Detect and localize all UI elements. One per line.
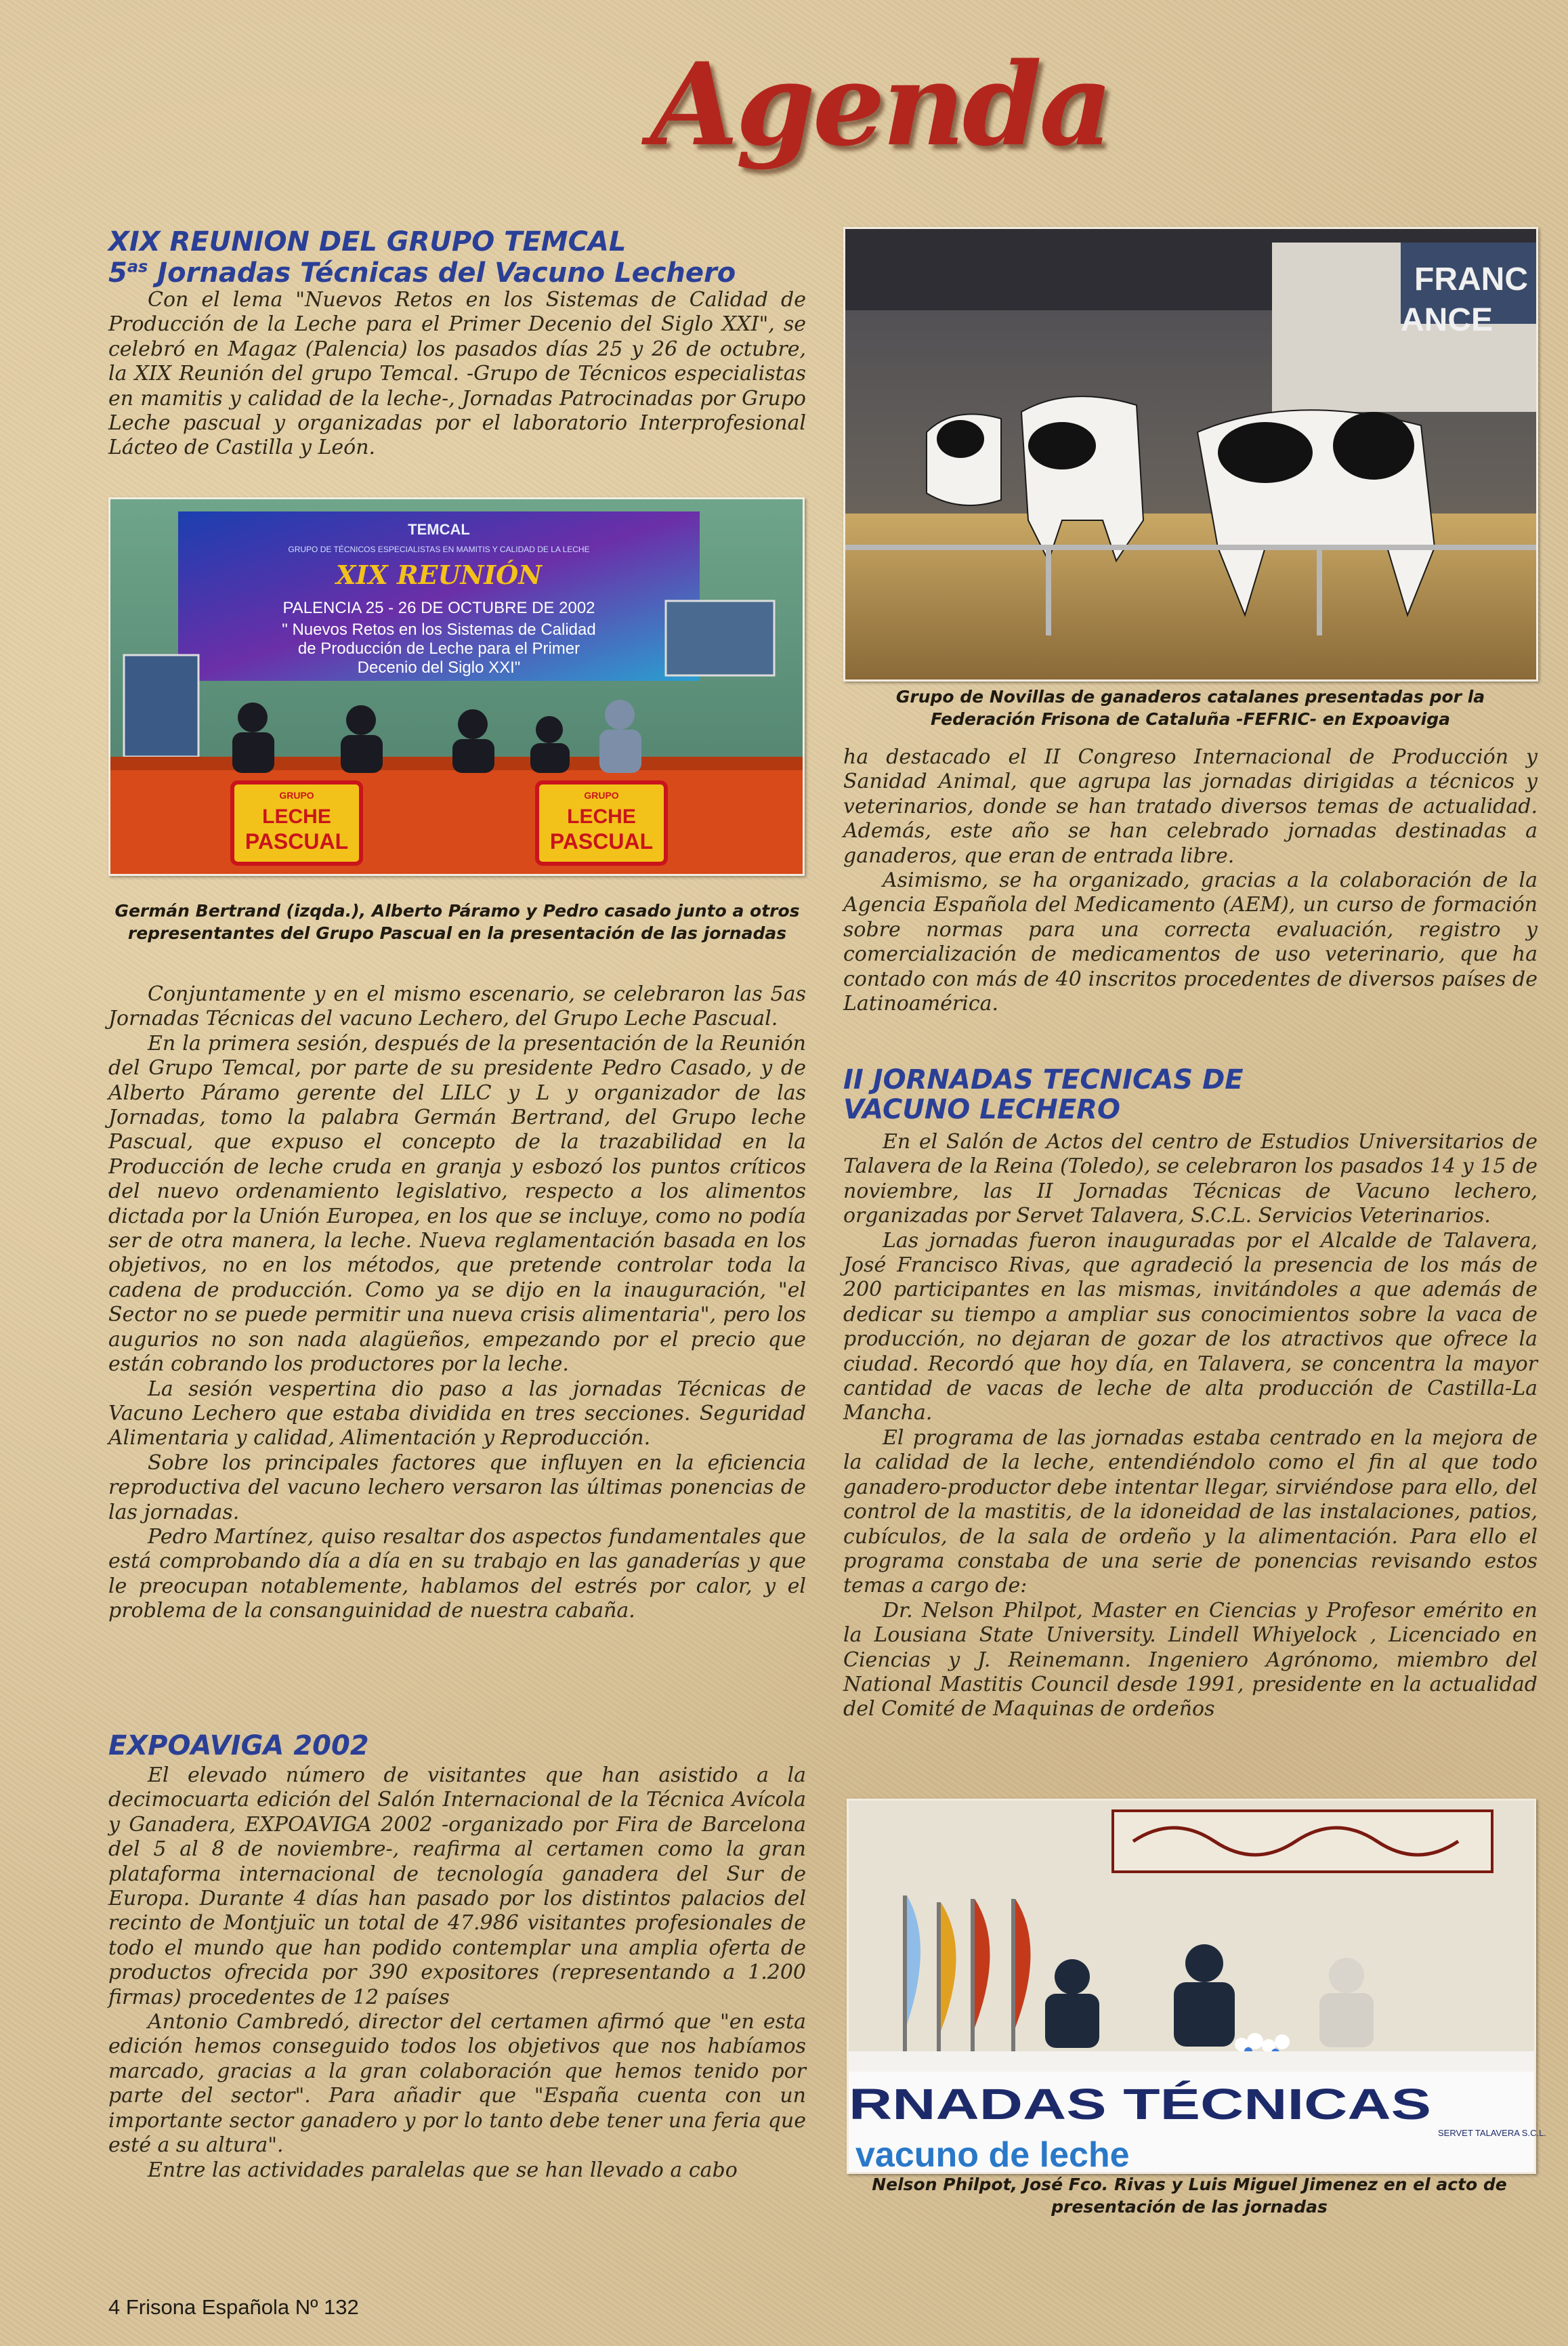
- temcal-banner-title: XIX REUNIÓN: [336, 560, 542, 590]
- temcal-photo-caption: Germán Bertrand (izqda.), Alberto Páramo y Pedro casado junto a otros representantes del Grupo Pascual en la presentación de las jornadas: [114, 901, 800, 943]
- temcal-photo: [108, 497, 805, 876]
- temcal-body-block: [108, 982, 806, 1624]
- jornadas-photo-scene: [849, 1801, 1546, 2175]
- jornadas-banner-subtext: vacuno de leche: [855, 2135, 1130, 2175]
- expoaviga-sign-franc: FRANC: [1414, 261, 1528, 297]
- jornadas-body: [843, 1130, 1538, 1722]
- expoaviga-photo: [843, 227, 1538, 682]
- jornadas-title: II JORNADAS TECNICAS DE VACUNO LECHERO: [843, 1064, 1244, 1125]
- expoaviga-paragraph: Antonio Cambredó, director del certamen afirmó que "en esta edición hemos conseguido todos los objetivos que nos habíamos marcado, gracias a la gran colaboración que hemos tenido por parte del sector". Para añadir que "España cuenta con un importante sector ganadero y por lo tanto debe tener una feria que esté a su altura".: [108, 2010, 806, 2158]
- expoaviga-block: [108, 1731, 806, 2183]
- temcal-banner-org: TEMCAL: [408, 521, 470, 538]
- temcal-intro: [108, 288, 806, 461]
- temcal-subtitle-rest: Jornadas Técnicas del Vacuno Lechero: [148, 257, 736, 289]
- temcal-banner-line1: " Nuevos Retos en los Sistemas de Calidad: [282, 621, 596, 639]
- temcal-sign1-top: GRUPO: [279, 790, 314, 801]
- temcal-banner-place: PALENCIA 25 - 26 DE OCTUBRE DE 2002: [282, 599, 595, 617]
- temcal-title: XIX REUNION DEL GRUPO TEMCAL: [108, 226, 627, 257]
- temcal-subtitle-sup: as: [127, 257, 148, 276]
- expoaviga-body: [108, 1763, 806, 2183]
- jornadas-paragraph: Dr. Nelson Philpot, Master en Ciencias y Profesor emérito en la Lousiana State University. Lindell Whiyelock , Licenciado en Ciencias y J. Reinemann. Ingeniero Agrónomo, miembro del National Mastitis Council desde 1991, presidente en la actualidad del Comité de Maquinas de ordeños: [843, 1598, 1538, 1721]
- temcal-subtitle-num: 5: [108, 257, 127, 289]
- temcal-paragraph: Sobre los principales factores que influyen en la eficiencia reproductiva del vacuno lechero versaron las últimas ponencias de las jornadas.: [108, 1450, 806, 1524]
- expoaviga-continuation-block: [843, 745, 1538, 1016]
- expoaviga-paragraph: Entre las actividades paralelas que se han llevado a cabo: [148, 2158, 738, 2182]
- expoaviga-title: EXPOAVIGA 2002: [108, 1730, 369, 1761]
- jornadas-photo: [847, 1799, 1546, 2175]
- expoaviga-paragraph: El elevado número de visitantes que han asistido a la decimocuarta edición del Salón Internacional de la Técnica Avícola y Ganadera, EXPOAVIGA 2002 -organizado por Fira de Barcelona del 5 al 8 de noviembre-, reafirma al certamen como la gran plataforma internacional de tecnología ganadera del Sur de Europa. Durante 4 días han pasado por los distintos palacios del recinto de Montjuïc un total de 47.986 visitantes profesionales de todo el mundo que han podido contemplar una amplia oferta de productos ofrecida por 390 expositores (representando a 1.200 firmas) procedentes de 12 países: [108, 1763, 806, 2009]
- temcal-sign2-top: GRUPO: [584, 790, 619, 801]
- expoaviga-continuation: [843, 745, 1538, 1016]
- temcal-sign2-main1: LECHE: [567, 805, 636, 828]
- temcal-banner-line2: de Producción de Leche para el Primer: [297, 640, 580, 658]
- page-footer: 4 Frisona Española Nº 132: [108, 2295, 359, 2319]
- temcal-paragraph: En la primera sesión, después de la presentación de la Reunión del Grupo Temcal, por parte de su presidente Pedro Casado, y de Alberto Páramo gerente del LILC y L y organizador de las Jornadas, tomo la palabra Germán Bertrand, del Grupo leche Pascual, que expuso el concepto de la trazabilidad en la Producción de leche cruda en granja y esbozó los puntos críticos del nuevo ordenamiento legislativo, respecto a los alimentos dictada por la Unión Europea, en los que se incluye, como no podía ser de otra manera, la leche. Nueva reglamentación basada en los objetivos, no en los métodos, que pretende controlar toda la cadena de producción. Como ya se dijo en la inauguración, "el Sector no se puede permitir una nueva crisis alimentaria", pero los augurios no son nada alagüeños, empezando por el precio que están cobrando los productores por la leche.: [108, 1031, 806, 1377]
- temcal-sign2-main2: PASCUAL: [549, 829, 654, 854]
- temcal-paragraph: Pedro Martínez, quiso resaltar dos aspectos fundamentales que está comprobando día a día en su trabajo en las ganaderías y que le preocupan notablemente, hablamos del estrés por calor, y el problema de la consanguinidad de nuestra cabaña.: [108, 1524, 806, 1623]
- temcal-body: [108, 982, 806, 1624]
- jornadas-sponsor: SERVET TALAVERA S.C.L.: [1438, 2128, 1546, 2138]
- jornadas-block: [843, 1065, 1538, 1722]
- temcal-sign1-main2: PASCUAL: [245, 829, 349, 854]
- temcal-paragraph: La sesión vespertina dio paso a las jornadas Técnicas de Vacuno Lechero que estaba dividida en tres secciones. Seguridad Alimentaria y calidad, Alimentación y Reproducción.: [108, 1377, 806, 1450]
- expoaviga-continuation-paragraph: ha destacado el II Congreso Internacional de Producción y Sanidad Animal, que agrupa las jornadas dirigidas a técnicos y veterinarios, donde se han tratado diversos temas de actualidad. Además, este año se han celebrado jornadas destinadas a ganaderos, que eran de entrada libre.: [843, 745, 1538, 868]
- jornadas-paragraph: Las jornadas fueron inauguradas por el Alcalde de Talavera, José Francisco Rivas, que agradeció la presencia de los más de 200 participantes en las mismas, invitándoles a que además de dedicar su tiempo a ampliar sus conocimientos sobre la vaca de producción, no dejaran de gozar de los atractivos que ofrece la ciudad. Recordó que hoy día, en Talavera, se concentra la mayor cantidad de vacas de leche de alta producción de Castilla-La Mancha.: [843, 1228, 1538, 1425]
- masthead-title: Agenda: [650, 37, 1111, 171]
- temcal-intro-block: [108, 227, 806, 461]
- temcal-photo-scene: [110, 499, 803, 874]
- jornadas-paragraph: El programa de las jornadas estaba centrado en la mejora de la calidad de la leche, entendiéndolo como el fin al que todo ganadero-productor debe intentar llegar, sirviéndose para ello, del control de la mastitis, de la idoneidad de las instalaciones, patios, cubículos, de la sala de ordeño y la alimentación. Para ello el programa constaba de una serie de ponencias revisando estos temas a cargo de:: [843, 1425, 1538, 1598]
- temcal-sign1-main1: LECHE: [262, 805, 331, 828]
- jornadas-banner-text: RNADAS TÉCNICAS: [849, 2080, 1431, 2129]
- expoaviga-continuation-paragraph: Asimismo, se ha organizado, gracias a la colaboración de la Agencia Española del Medicamento (AEM), un curso de formación sobre normas para una correcta evaluación, registro y comercialización de medicamentos de uso veterinario, que ha contado con más de 40 inscritos procedentes de diversos países de Latinoamérica.: [843, 868, 1538, 1016]
- temcal-banner-group: GRUPO DE TÉCNICOS ESPECIALISTAS EN MAMITIS Y CALIDAD DE LA LECHE: [288, 545, 590, 554]
- temcal-intro-paragraph: Con el lema "Nuevos Retos en los Sistemas de Calidad de Producción de la Leche para el Primer Decenio del Siglo XXI", se celebró en Magaz (Palencia) los pasados días 25 y 26 de octubre, la XIX Reunión del grupo Temcal. -Grupo de Técnicos especialistas en mamitis y calidad de la leche-, Jornadas Patrocinadas por Grupo Leche pascual y organizadas por el laboratorio Interprofesional Lácteo de Castilla y León.: [108, 288, 806, 460]
- temcal-subtitle: [108, 258, 806, 288]
- expoaviga-photo-scene: [845, 229, 1536, 679]
- jornadas-photo-caption: Nelson Philpot, José Fco. Rivas y Luis Miguel Jimenez en el acto de presentación de las jornadas: [872, 2175, 1507, 2217]
- expoaviga-photo-caption: Grupo de Novillas de ganaderos catalanes presentadas por la Federación Frisona de Cataluña -FEFRIC- en Expoaviga: [895, 687, 1485, 729]
- temcal-paragraph: Conjuntamente y en el mismo escenario, se celebraron las 5as Jornadas Técnicas del vacuno Lechero, del Grupo Leche Pascual.: [108, 982, 806, 1031]
- temcal-banner-line3: Decenio del Siglo XXI": [357, 658, 521, 677]
- expoaviga-sign-ance: ANCE: [1401, 302, 1493, 338]
- jornadas-paragraph: En el Salón de Actos del centro de Estudios Universitarios de Talavera de la Reina (Toledo), se celebraron los pasados 14 y 15 de noviembre, las II Jornadas Técnicas de Vacuno lechero, organizadas por Servet Talavera, S.C.L. Servicios Veterinarios.: [843, 1130, 1538, 1228]
